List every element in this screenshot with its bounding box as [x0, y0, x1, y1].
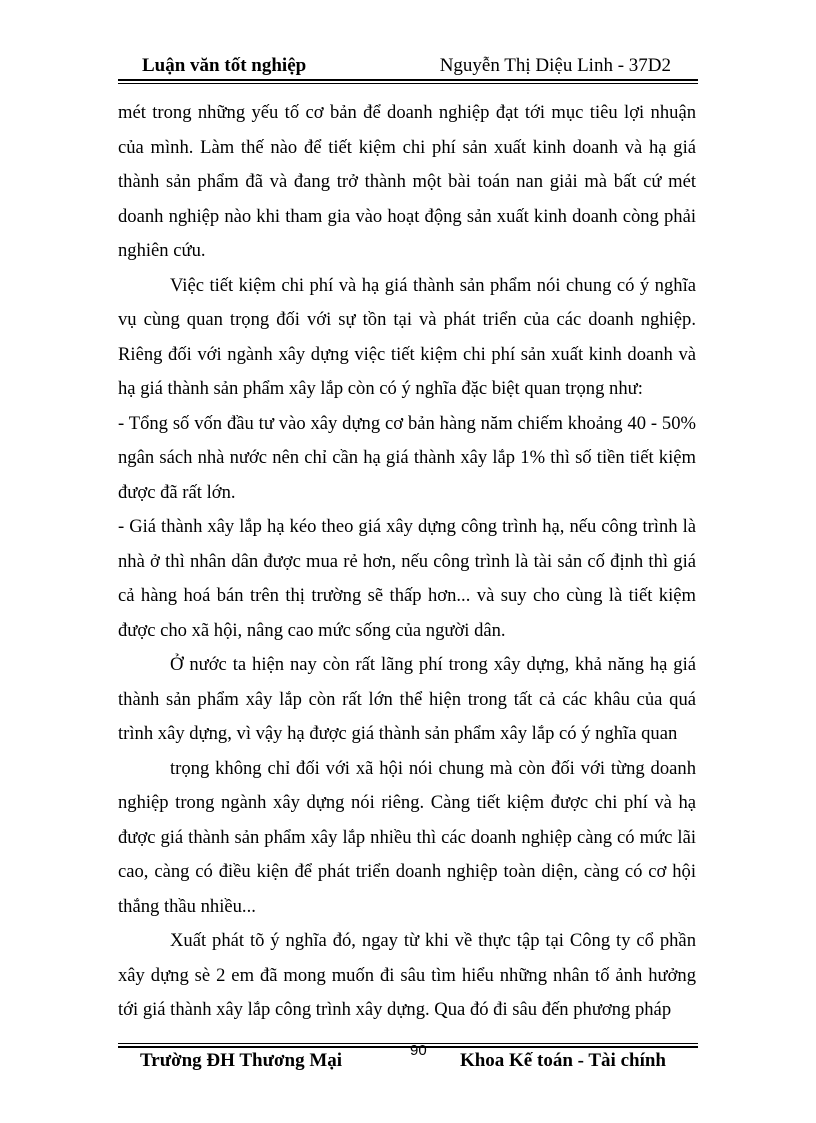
- page-number: 90: [410, 1042, 427, 1059]
- page-footer: [118, 1042, 698, 1082]
- header-title: Luận văn tốt nghiệp: [142, 55, 307, 76]
- footer-university: Trường ĐH Thương Mại: [140, 1050, 343, 1071]
- bullet-capital-investment: - Tổng số vốn đầu tư vào xây dựng cơ bản hàng năm chiếm khoảng 40 - 50% ngân sách nhà nước nên chỉ cần hạ giá thành xây lắp 1% thì số tiền tiết kiệm được đã rất lớn.: [118, 412, 696, 503]
- bullet-price-reduction: - Giá thành xây lắp hạ kéo theo giá xây dựng công trình hạ, nếu công trình là nhà ở thì nhân dân được mua rẻ hơn, nếu công trình là tài sản cố định thì giá cả hàng hoá bán trên thị trường sẽ thấp hơn... và suy cho cùng là tiết kiệm được cho xã hội, nâng cao mức sống của người dân.: [118, 516, 696, 641]
- paragraph-importance: Việc tiết kiệm chi phí và hạ giá thành sản phẩm nói chung có ý nghĩa vụ cùng quan trọng đối với sự tồn tại và phát triển của các doanh nghiệp. Riêng đối với ngành xây dựng việc tiết kiệm chi phí sản xuất kinh doanh và hạ giá thành sản phẩm xây lắp còn có ý nghĩa đặc biệt quan trọng như:: [118, 274, 696, 399]
- paragraph-significance: trọng không chỉ đối với xã hội nói chung mà còn đối với từng doanh nghiệp trong ngành xây dựng nói riêng. Càng tiết kiệm được chi phí và hạ được giá thành sản phẩm xây lắp nhiều thì các doanh nghiệp càng có mức lãi cao, càng có điều kiện để phát triển doanh nghiệp toàn diện, càng có cơ hội thắng thầu nhiều...: [118, 757, 696, 917]
- paragraph-continuation: mét trong những yếu tố cơ bản để doanh nghiệp đạt tới mục tiêu lợi nhuận của mình. Làm thế nào để tiết kiệm chi phí sản xuất kinh doanh và hạ giá thành sản phẩm đã và đang trở thành một bài toán nan giải mà bất cứ mét doanh nghiệp nào khi tham gia vào hoạt động sản xuất kinh doanh còng phải nghiên cứu.: [118, 102, 696, 261]
- footer-faculty: Khoa Kế toán - Tài chính: [459, 1050, 666, 1071]
- header-rule-thick: [118, 79, 698, 81]
- paragraph-motivation: Xuất phát tõ ý nghĩa đó, ngay từ khi về thực tập tại Công ty cổ phần xây dựng sè 2 em đã mong muốn đi sâu tìm hiểu những nhân tố ảnh hưởng tới giá thành xây lắp công trình xây dựng. Qua đó đi sâu đến phương pháp: [118, 930, 696, 1020]
- header-rule-thin: [118, 83, 698, 84]
- page-header: [118, 52, 698, 80]
- paragraph-waste: Ở nước ta hiện nay còn rất lãng phí trong xây dựng, khả năng hạ giá thành sản phẩm xây lắp còn rất lớn thể hiện trong tất cả các khâu của quá trình xây dựng, vì vậy hạ được giá thành sản phẩm xây lắp có ý nghĩa quan: [118, 654, 696, 744]
- body-text: [118, 96, 696, 1028]
- header-author: Nguyễn Thị Diệu Linh - 37D2: [439, 55, 671, 76]
